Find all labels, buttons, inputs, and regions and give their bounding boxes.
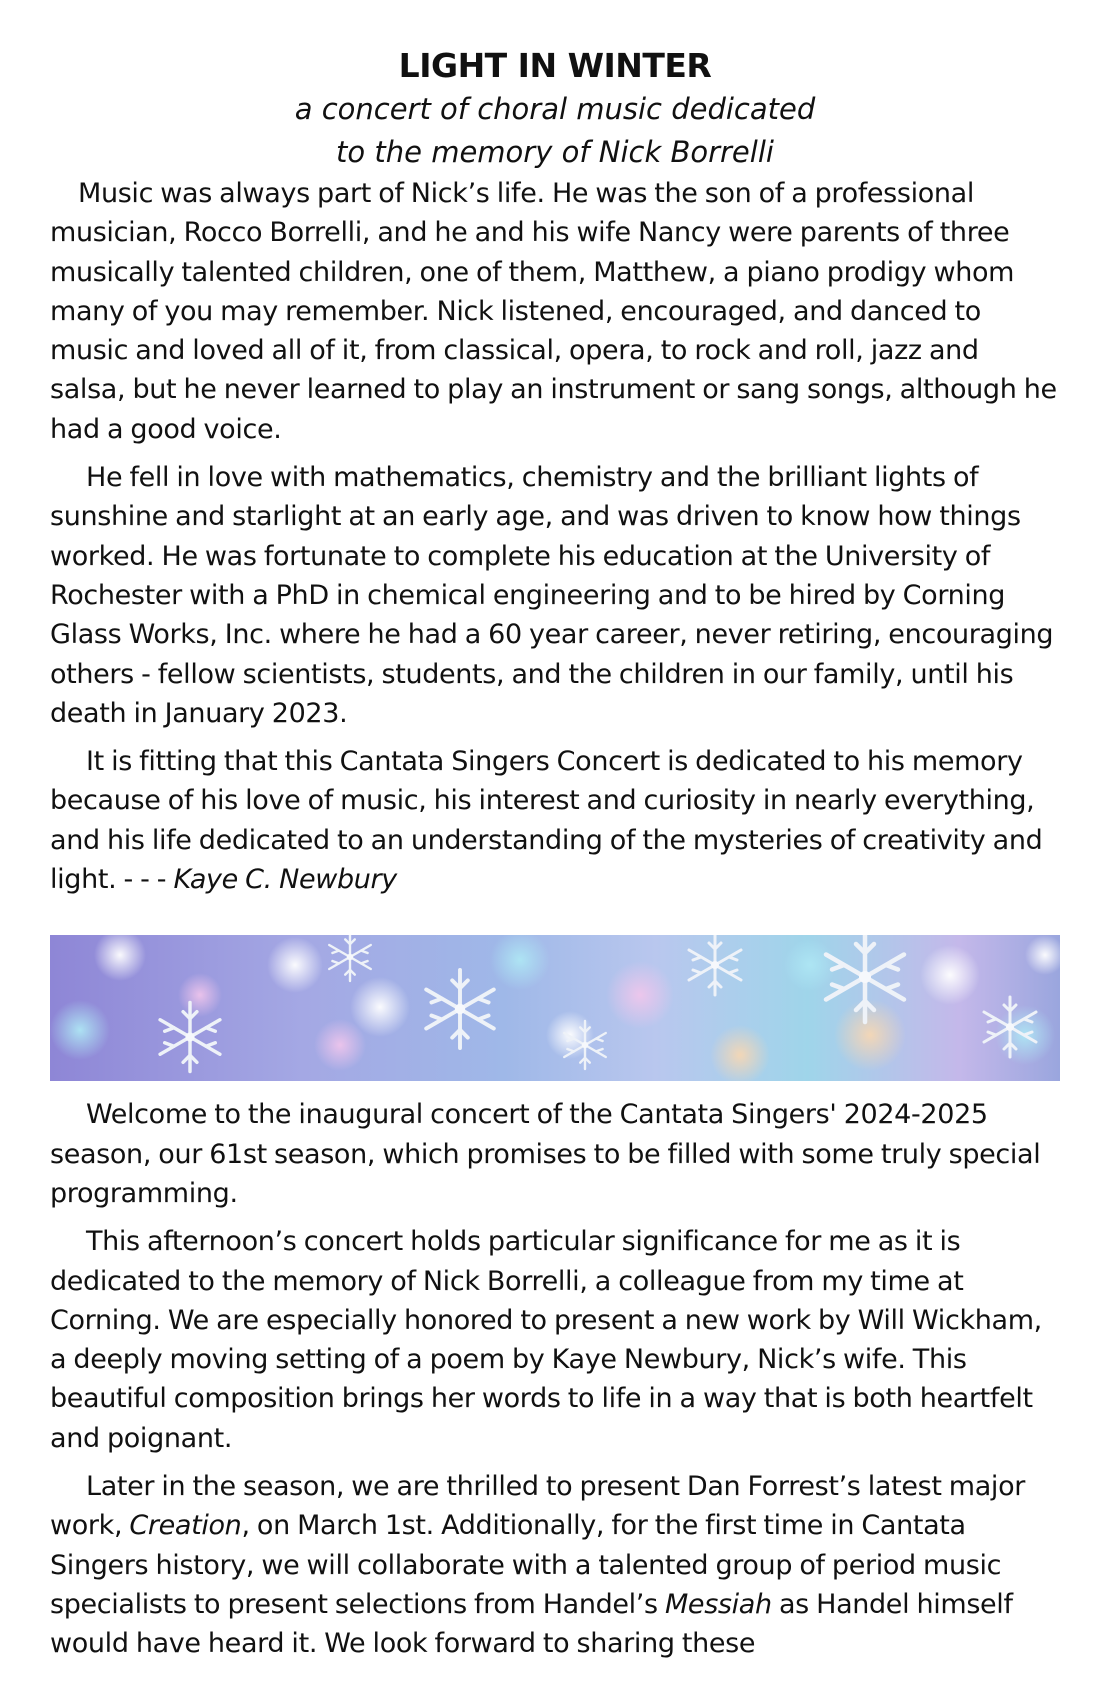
welcome-paragraph-3 xyxy=(50,1467,1060,1663)
snowflake-banner-image xyxy=(50,935,1060,1081)
dedication-paragraph-3 xyxy=(50,742,1060,899)
welcome-p3-part-a: Later in the season, we are thrilled to present Dan Forrest’s latest major work, xyxy=(50,1471,1026,1542)
messiah-title: Messiah xyxy=(664,1588,772,1620)
creation-title: Creation xyxy=(129,1510,242,1542)
subtitle-line-2: to the memory of Nick Borrelli xyxy=(336,135,774,169)
welcome-section xyxy=(50,1095,1060,1663)
subtitle-line-1: a concert of choral music dedicated xyxy=(294,92,816,126)
welcome-p3-part-c: , on March 1st. Additionally, for the first time in Cantata Singers history, we will collaborate with a talented group of period music specialists to present selections from Handel’s xyxy=(50,1510,1002,1620)
dedication-signature: Kaye C. Newbury xyxy=(173,864,397,896)
page-title: LIGHT IN WINTER xyxy=(398,46,712,85)
welcome-paragraph-2: This afternoon’s concert holds particular significance for me as it is dedicated to the memory of Nick Borrelli, a colleague from my time at Corning. We are especially honored to present a new work by Will Wickham, a deeply moving setting of a poem by Kaye Newbury, Nick’s wife. This beautiful composition brings her words to life in a way that is both heartfelt and poignant. xyxy=(50,1226,1042,1454)
dedication-section xyxy=(50,174,1060,899)
welcome-paragraph-1: Welcome to the inaugural concert of the Cantata Singers' 2024-2025 season, our 61st season, which promises to be filled with some truly special programming. xyxy=(50,1099,1041,1209)
dedication-paragraph-1: Music was always part of Nick’s life. He was the son of a professional musician, Rocco Borrelli, and he and his wife Nancy were parents of three musically talented children, one of them, Matthew, a piano prodigy whom many of you may remember. Nick listened, encouraged, and danced to music and loved all of it, from classical, opera, to rock and roll, jazz and salsa, but he never learned to play an instrument or sang songs, although he had a good voice. xyxy=(50,178,1057,445)
program-page xyxy=(50,44,1060,1673)
dedication-paragraph-2: He fell in love with mathematics, chemistry and the brilliant lights of sunshine and starlight at an early age, and was driven to know how things worked. He was fortunate to complete his education at the University of Rochester with a PhD in chemical engineering and to be hired by Corning Glass Works, Inc. where he had a 60 year career, never retiring, encouraging others - fellow scientists, students, and the children in our family, until his death in January 2023. xyxy=(50,462,1054,729)
welcome-p3-part-e: as Handel himself would have heard it. We look forward to sharing these xyxy=(50,1588,1013,1660)
dedication-paragraph-3-text: It is fitting that this Cantata Singers Concert is dedicated to his memory because of his love of music, his interest and curiosity in nearly everything, and his life dedicated to an understanding of the mysteries of creativity and light. - - - xyxy=(50,746,1043,896)
